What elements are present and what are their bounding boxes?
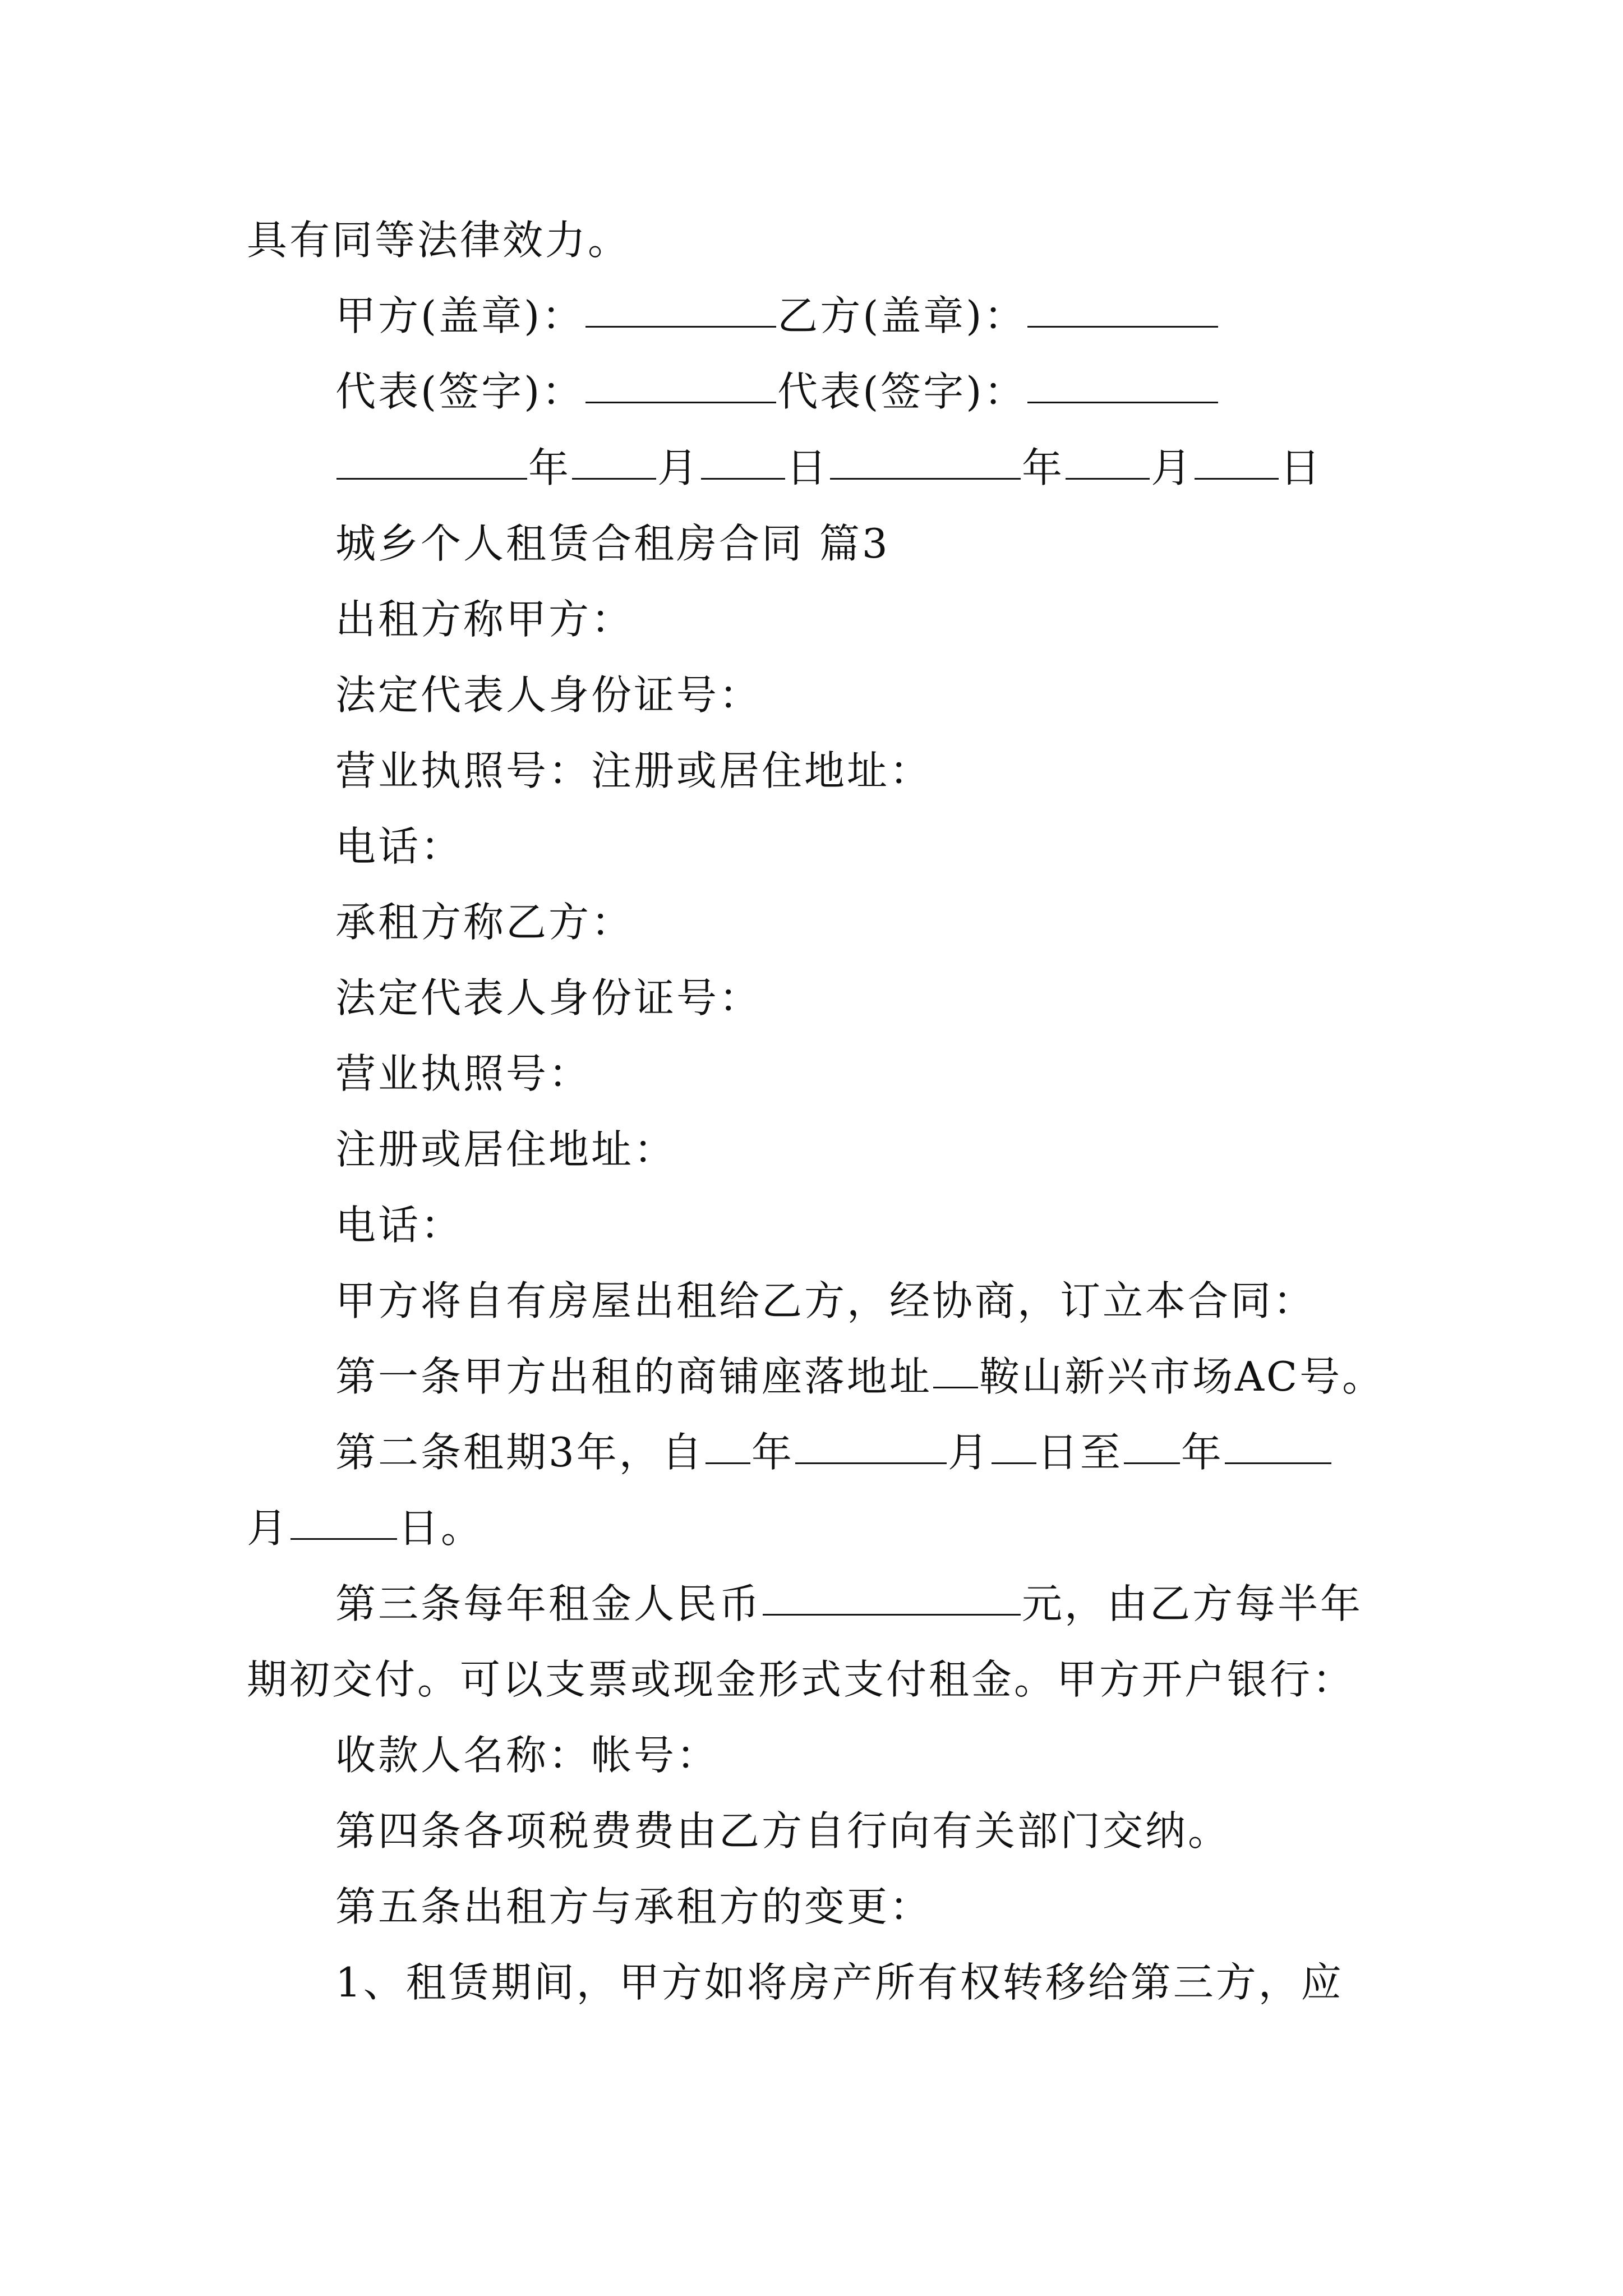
article-1-address: 鞍山新兴市场AC号。	[979, 1353, 1385, 1400]
text-line	[335, 596, 634, 643]
text: 具有同等法律效力。	[247, 217, 631, 264]
signature-line-seal	[335, 292, 1219, 339]
day-label: 日。	[398, 1504, 484, 1552]
address-blank	[933, 1387, 978, 1388]
article-3-payment-text: 元，由乙方每半年	[1022, 1580, 1363, 1627]
party-b-representative-blank	[1027, 402, 1218, 403]
article-2-text: 第二条租期3年，自	[335, 1429, 704, 1476]
signature-line-representative	[335, 368, 1219, 415]
article-4-text: 第四条各项税费费由乙方自行向有关部门交纳。	[335, 1807, 1231, 1855]
text-line-effect	[247, 217, 631, 264]
day-blank	[701, 478, 785, 480]
year-blank	[830, 478, 1021, 480]
party-a-seal-label: 甲方(盖章)：	[335, 292, 585, 339]
day-label: 日	[1280, 444, 1323, 491]
lessor-phone-label: 电话：	[335, 823, 464, 870]
text-line	[335, 747, 933, 794]
year-blank	[706, 1462, 750, 1464]
article-1	[335, 1353, 1385, 1400]
text-line	[335, 671, 762, 719]
day-label: 日	[786, 444, 829, 491]
lessee-address-label: 注册或居住地址：	[335, 1126, 677, 1173]
party-a-representative-blank	[585, 402, 776, 403]
text-line	[335, 1202, 464, 1249]
article-5-item-1	[335, 1959, 1344, 2006]
text-line	[335, 899, 634, 946]
month-blank	[572, 478, 656, 480]
date-line	[335, 444, 1323, 491]
party-a-representative-label: 代表(签字)：	[335, 368, 585, 415]
party-b-seal-blank	[1027, 326, 1218, 328]
day-blank	[291, 1538, 397, 1540]
article-1-text: 第一条甲方出租的商铺座落地址	[335, 1353, 933, 1400]
text-line	[335, 1277, 1316, 1324]
lessee-id-label: 法定代表人身份证号：	[335, 974, 762, 1022]
party-b-representative-label: 代表(签字)：	[777, 368, 1027, 415]
article-5-text: 第五条出租方与承租方的变更：	[335, 1883, 933, 1930]
year-blank	[1124, 1462, 1180, 1464]
article-5	[335, 1883, 933, 1930]
day-blank	[992, 1462, 1036, 1464]
year-label: 年	[1181, 1429, 1224, 1476]
year-label: 年	[1022, 444, 1065, 491]
text-line	[335, 1126, 677, 1173]
month-blank	[795, 1462, 947, 1464]
article-4	[335, 1807, 1231, 1855]
month-blank	[1066, 478, 1150, 480]
article-3	[335, 1580, 1363, 1627]
month-blank	[1225, 1462, 1331, 1464]
article-5-item-1-text: 1、租赁期间，甲方如将房产所有权转移给第三方，应	[335, 1959, 1344, 2006]
lessor-license-address-label: 营业执照号：注册或居住地址：	[335, 747, 933, 794]
lessee-license-label: 营业执照号：	[335, 1050, 592, 1097]
month-label: 月	[247, 1504, 290, 1552]
party-b-seal-label: 乙方(盖章)：	[777, 292, 1027, 339]
month-label: 月	[1151, 444, 1194, 491]
month-label: 月	[657, 444, 700, 491]
lessee-label: 承租方称乙方：	[335, 899, 634, 946]
text-line	[335, 823, 464, 870]
day-to-label: 日至	[1037, 1429, 1123, 1476]
lessee-phone-label: 电话：	[335, 1202, 464, 1249]
lessor-label: 出租方称甲方：	[335, 596, 634, 643]
section-title	[335, 520, 890, 567]
agreement-intro: 甲方将自有房屋出租给乙方，经协商，订立本合同：	[335, 1277, 1316, 1324]
article-3-text: 第三条每年租金人民币	[335, 1580, 762, 1627]
article-3-continued	[247, 1656, 1355, 1703]
contract-title: 城乡个人租赁合租房合同 篇3	[335, 520, 890, 567]
party-a-seal-blank	[585, 326, 776, 328]
payee-account-label: 收款人名称：帐号：	[335, 1732, 720, 1779]
year-label: 年	[751, 1429, 794, 1476]
month-label: 月	[947, 1429, 990, 1476]
text-line	[335, 974, 762, 1022]
year-blank	[336, 478, 527, 480]
year-label: 年	[528, 444, 571, 491]
day-blank	[1195, 478, 1279, 480]
rent-amount-blank	[763, 1614, 1021, 1616]
article-2	[335, 1429, 1332, 1476]
lessor-id-label: 法定代表人身份证号：	[335, 671, 762, 719]
text-line	[335, 1050, 592, 1097]
text-line	[335, 1732, 720, 1779]
payment-method-text: 期初交付。可以支票或现金形式支付租金。甲方开户银行：	[247, 1656, 1355, 1703]
article-2-continued	[247, 1504, 484, 1552]
